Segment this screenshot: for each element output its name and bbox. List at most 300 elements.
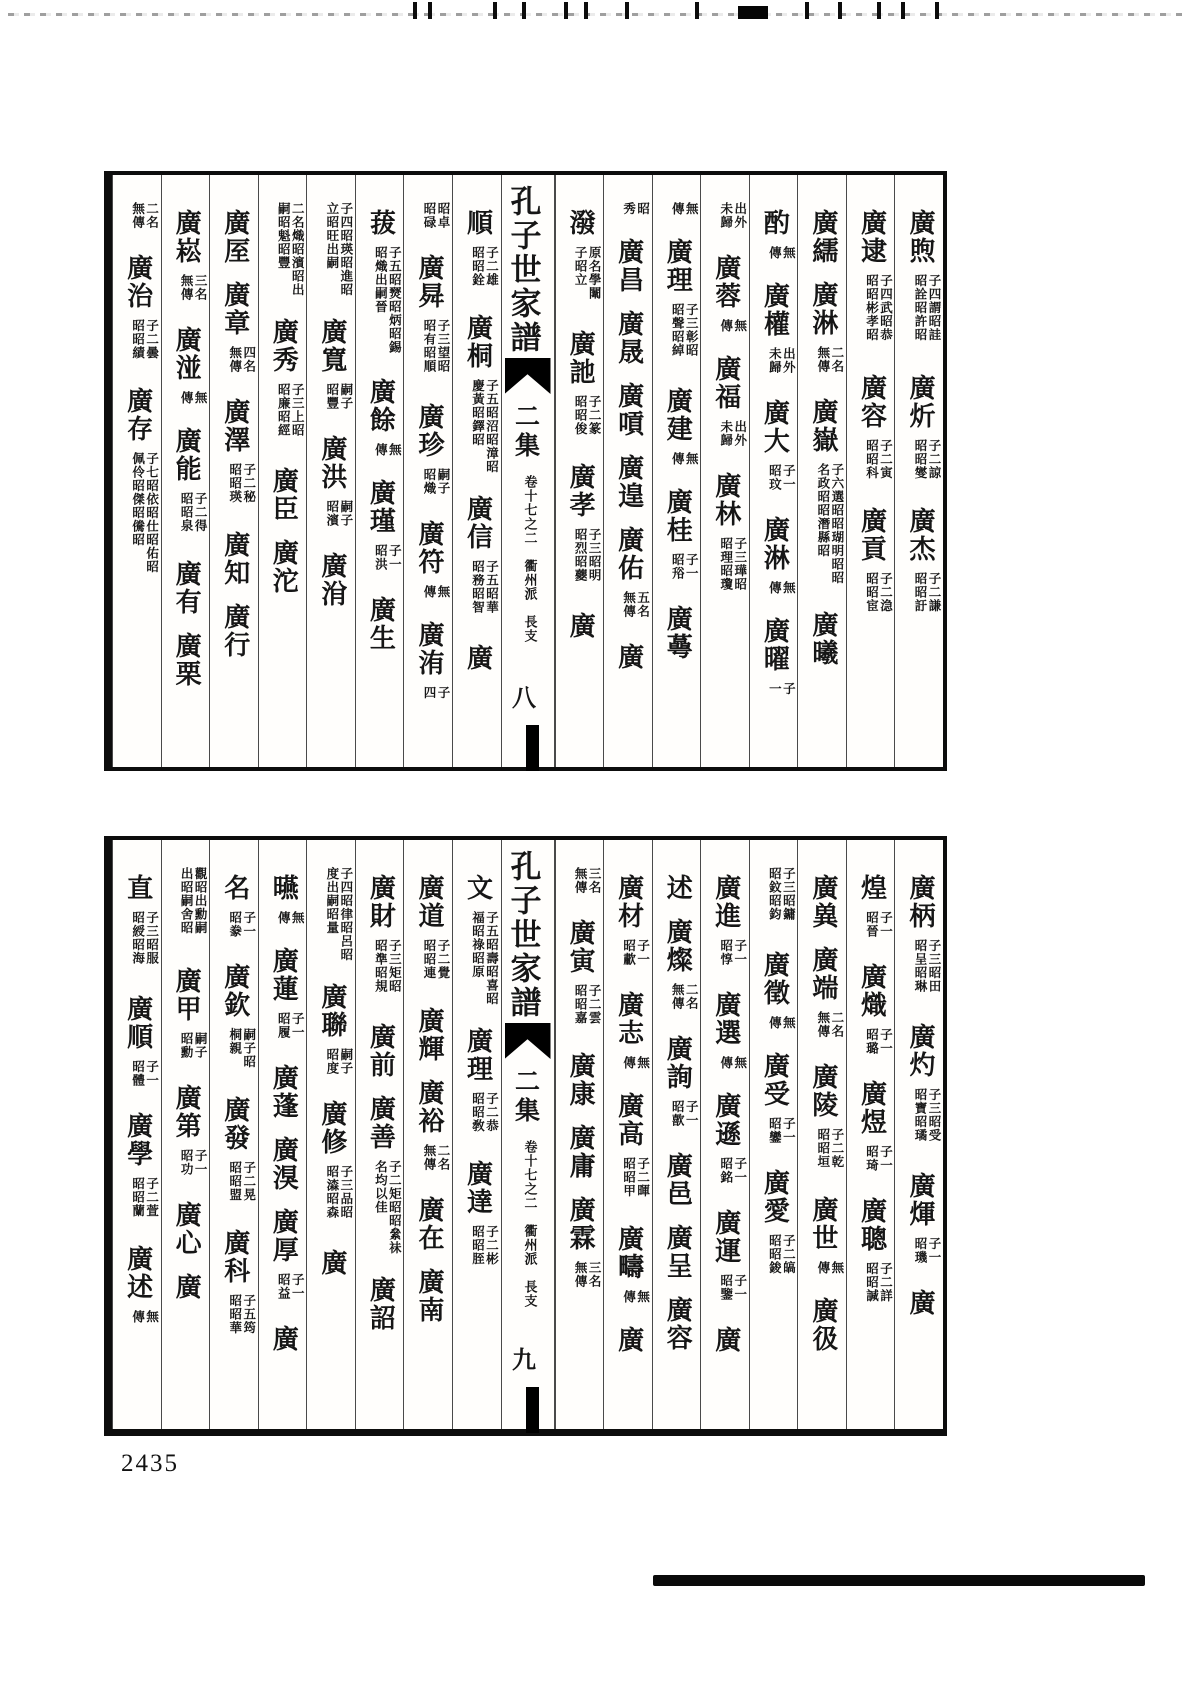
genealogy-column (306, 840, 355, 1429)
annotation: 二名無傳 (670, 983, 699, 1010)
book-title: 孔子世家譜 (505, 185, 541, 355)
annotation: 嗣子昭熾 (421, 468, 450, 495)
person-name: 廣 (317, 1249, 347, 1277)
scan-artifact (428, 2, 432, 19)
annotation: 子五昭壽昭喜昭福昭祿昭原 (470, 911, 499, 1006)
annotation: 三名無傳 (573, 1261, 602, 1288)
person-name: 廣端 (808, 946, 838, 1002)
annotation: 子一昭履 (276, 1012, 305, 1039)
annotation: 出外未歸 (718, 202, 747, 229)
annotation: 子三璍昭昭理昭瓊 (718, 537, 747, 591)
genealogy-column (209, 175, 258, 767)
annotation: 子四 (421, 686, 450, 700)
scan-artifact-line (8, 13, 1182, 16)
person-name: 曣 (269, 874, 299, 902)
person-name: 廣 (269, 1325, 299, 1353)
annotation: 原名學闈子昭立 (573, 246, 602, 300)
annotation: 子二皜昭昭鋑 (767, 1234, 796, 1275)
person-name: 廣洪 (317, 435, 347, 491)
person-name: 廣陵 (808, 1063, 838, 1119)
annotation: 子一昭惇 (718, 939, 747, 966)
person-name: 廣聯 (317, 983, 347, 1039)
person-name: 廣杰 (906, 507, 935, 563)
annotation: 子二雲昭昭嘉 (573, 984, 602, 1025)
annotation: 子二萱昭昭蘭 (130, 1177, 159, 1218)
annotation: 子二晃昭昭盟 (227, 1161, 256, 1202)
annotation: 子一昭鑒 (718, 1274, 747, 1301)
person-name: 廣詢 (663, 1035, 693, 1091)
person-name: 廣述 (123, 1245, 153, 1301)
upper-right-columns (555, 175, 944, 767)
annotation: 子一昭璐 (864, 1028, 893, 1055)
leaf-number: 九 (507, 1347, 534, 1371)
genealogy-column (603, 840, 652, 1429)
annotation: 子三望昭昭有昭順 (421, 319, 450, 373)
genealogy-column (452, 175, 501, 767)
person-name: 廣淋 (760, 516, 790, 572)
collection-label: 二集 (511, 403, 539, 461)
person-name: 廣臣 (269, 467, 299, 523)
person-name: 廣順 (123, 995, 153, 1051)
annotation: 子三上昭昭廉昭經 (276, 383, 305, 437)
fishtail-ribbon-icon (505, 358, 551, 394)
annotation: 昭秀 (621, 202, 650, 216)
genealogy-column (209, 840, 258, 1429)
person-name: 廣 (463, 644, 493, 672)
person-name: 廣訑 (566, 330, 596, 386)
annotation: 嗣子昭豐 (324, 383, 353, 410)
annotation: 子一昭鑾 (767, 1117, 796, 1144)
annotation: 二名無傳 (815, 346, 844, 373)
person-name: 廣建 (663, 387, 693, 443)
genealogy-column (452, 840, 501, 1429)
genealogy-column (894, 840, 943, 1429)
upper-left-columns (112, 175, 501, 767)
annotation: 三名無傳 (179, 274, 208, 301)
genealogy-column (846, 175, 895, 767)
person-name: 廣林 (711, 472, 741, 528)
annotation: 二名無傳 (815, 1011, 844, 1038)
person-name: 廣厚 (269, 1208, 299, 1264)
person-name: 廣嶽 (808, 398, 838, 454)
person-name: 廣曻 (414, 254, 444, 310)
annotation: 無傳 (670, 452, 699, 466)
annotation: 子四昭律昭呂昭度出嗣昭量 (324, 867, 353, 962)
annotation: 子二得昭昭泉 (179, 492, 208, 533)
genealogy-column (894, 175, 943, 767)
genealogy-column (306, 175, 355, 767)
annotation: 子一昭歖 (670, 1100, 699, 1127)
annotation: 嗣子昭勳 (179, 1032, 208, 1059)
scan-artifact-blob (738, 6, 768, 19)
person-name: 廣 (172, 1273, 202, 1301)
scan-artifact (493, 2, 497, 19)
person-name: 廣道 (414, 874, 444, 930)
annotation: 子一昭豢 (227, 911, 256, 938)
person-name: 廣逮 (857, 209, 887, 265)
person-name: 廣裕 (414, 1079, 444, 1135)
person-name: 廣章 (220, 281, 250, 337)
annotation: 子一 (767, 682, 796, 696)
annotation: 子一昭銘 (718, 1157, 747, 1184)
annotation: 子二諒昭昭燮 (913, 439, 941, 480)
person-name: 廣桂 (663, 488, 693, 544)
fishtail-ribbon-icon (505, 1023, 551, 1059)
annotation: 子一昭晉 (864, 911, 893, 938)
person-name: 廣選 (711, 991, 741, 1047)
person-name: 廣運 (711, 1209, 741, 1265)
person-name: 廣志 (614, 991, 644, 1047)
person-name: 廣能 (172, 427, 202, 483)
annotation: 無傳 (421, 585, 450, 599)
person-name: 廣沱 (269, 539, 299, 595)
person-name: 廣疇 (614, 1225, 644, 1281)
annotation: 子一昭璣 (913, 1237, 941, 1264)
annotation: 無傳 (276, 911, 305, 925)
genealogy-column (797, 840, 846, 1429)
annotation: 昭卓昭碌 (421, 202, 450, 229)
annotation: 嗣子昭桐親 (227, 1028, 256, 1069)
person-name: 廣徵 (760, 951, 790, 1007)
genealogy-column (797, 175, 846, 767)
scan-artifact (522, 2, 526, 19)
person-name: 廣秀 (269, 318, 299, 374)
annotation: 無傳 (767, 1016, 796, 1030)
annotation: 子一昭體 (130, 1060, 159, 1087)
person-name: 廣邑 (663, 1152, 693, 1208)
person-name: 廣生 (366, 596, 396, 652)
scan-artifact (838, 2, 842, 19)
person-name: 廣甲 (172, 967, 202, 1023)
annotation: 嗣子昭度 (324, 1048, 353, 1075)
annotation: 子三昭鏞昭鈫昭鈞 (767, 867, 796, 921)
person-name: 廣輝 (414, 1007, 444, 1063)
scan-artifact (695, 2, 699, 19)
person-name: 廣庸 (566, 1124, 596, 1180)
genealogy-frame-lower (104, 836, 947, 1436)
person-name: 廣科 (220, 1229, 250, 1285)
genealogy-column (355, 840, 404, 1429)
genealogy-column (161, 175, 210, 767)
annotation: 子四昭瑛昭進昭立昭旺出嗣 (324, 202, 353, 297)
person-name: 廣 (906, 1289, 935, 1317)
genealogy-column (603, 175, 652, 767)
annotation: 五名無傳 (621, 591, 650, 618)
annotation: 無傳 (718, 319, 747, 333)
person-name: 廣孝 (566, 463, 596, 519)
genealogy-column (846, 840, 895, 1429)
person-name: 菝 (366, 209, 396, 237)
scan-artifact (877, 2, 881, 19)
annotation: 子二篆昭昭俊 (573, 395, 602, 436)
person-name: 廣愛 (760, 1169, 790, 1225)
person-name: 廣理 (463, 1027, 493, 1083)
person-name: 廣前 (366, 1023, 396, 1079)
annotation: 子一昭谸 (670, 553, 699, 580)
annotation: 子二秘昭昭瑛 (227, 463, 256, 504)
person-name: 廣洧 (414, 621, 444, 677)
annotation: 二名無傳 (130, 202, 159, 229)
annotation: 嗣子昭濱 (324, 500, 353, 527)
person-name: 廣容 (857, 374, 887, 430)
person-name: 廣高 (614, 1092, 644, 1148)
person-name: 廣燦 (663, 918, 693, 974)
person-name: 廣佑 (614, 526, 644, 582)
annotation: 子一昭琦 (864, 1145, 893, 1172)
annotation: 子三昭受昭寶昭璚 (913, 1088, 941, 1142)
annotation: 無傳 (815, 1261, 844, 1275)
person-name: 廣 (614, 643, 644, 671)
title-column-lower (501, 840, 555, 1429)
person-name: 廣治 (123, 254, 153, 310)
person-name: 廣心 (172, 1201, 202, 1257)
leaf-number: 八 (507, 685, 534, 709)
scan-artifact (584, 2, 588, 19)
person-name: 廣康 (566, 1052, 596, 1108)
annotation: 觀昭出勳嗣出昭嗣舍昭 (179, 867, 208, 935)
genealogy-column (555, 840, 604, 1429)
person-name: 廣受 (760, 1052, 790, 1108)
person-name: 廣材 (614, 874, 644, 930)
person-name: 廣煜 (857, 1080, 887, 1136)
annotation: 子五昭燹昭炳昭錫昭熾出嗣晉 (373, 246, 402, 354)
annotation: 無傳 (621, 1290, 650, 1304)
genealogy-column (700, 840, 749, 1429)
person-name: 廣蓬 (269, 1064, 299, 1120)
annotation: 子二恭昭昭敎 (470, 1092, 499, 1133)
scan-artifact (413, 2, 417, 19)
person-name: 廣淋 (808, 281, 838, 337)
person-name: 廣曜 (760, 617, 790, 673)
annotation: 無傳 (767, 246, 796, 260)
genealogy-column (749, 840, 798, 1429)
person-name: 廣大 (760, 399, 790, 455)
person-name: 廣善 (366, 1095, 396, 1151)
person-name: 廣呈 (663, 1224, 693, 1280)
person-name: 廣南 (414, 1268, 444, 1324)
person-name: 廣行 (220, 603, 250, 659)
person-name: 廣湴 (172, 326, 202, 382)
annotation: 子四武昭恭昭昭彬孝昭 (864, 274, 893, 342)
genealogy-column (652, 175, 701, 767)
annotation: 子二矩昭昭絫祙名均以佳 (373, 1160, 402, 1255)
genealogy-column (403, 840, 452, 1429)
annotation: 子三昭田昭呈昭琳 (913, 939, 941, 993)
person-name: 廣栗 (172, 632, 202, 688)
person-name: 煌 (857, 874, 887, 902)
person-name: 廣彶 (808, 1297, 838, 1353)
spine-bar-icon (526, 1387, 539, 1433)
person-name: 廣晟 (614, 310, 644, 366)
person-name: 廣霖 (566, 1196, 596, 1252)
annotation: 子一昭洪 (373, 544, 402, 571)
annotation: 二名無傳 (421, 1144, 450, 1171)
annotation: 子三矩昭昭準昭規 (373, 939, 402, 993)
annotation: 子五筠昭昭華 (227, 1294, 256, 1335)
person-name: 廣寬 (317, 318, 347, 374)
person-name: 廣嗊 (614, 382, 644, 438)
annotation: 子一昭功 (179, 1149, 208, 1176)
person-name: 廣修 (317, 1100, 347, 1156)
person-name: 廣煦 (906, 209, 935, 265)
person-name: 廣餘 (366, 378, 396, 434)
person-name: 潑 (566, 209, 596, 237)
person-name: 廣昌 (614, 238, 644, 294)
person-name: 廣遜 (711, 1092, 741, 1148)
person-name: 廣存 (123, 387, 153, 443)
annotation: 子二謙昭昭訏 (913, 572, 941, 613)
person-name: 廣財 (366, 874, 396, 930)
person-name: 廣貢 (857, 507, 887, 563)
person-name: 述 (663, 874, 693, 902)
annotation: 子一昭玟 (767, 464, 796, 491)
genealogy-column (258, 175, 307, 767)
genealogy-column (652, 840, 701, 1429)
person-name: 廣炘 (906, 374, 935, 430)
person-name: 廣欽 (220, 963, 250, 1019)
person-name: 廣進 (711, 874, 741, 930)
annotation: 子二詳昭昭諴 (864, 1262, 893, 1303)
person-name: 直 (123, 874, 153, 902)
book-title: 孔子世家譜 (505, 850, 541, 1020)
person-name: 廣曦 (808, 611, 838, 667)
person-name: 廣 (566, 612, 596, 640)
person-name: 廣符 (414, 520, 444, 576)
annotation: 子五昭沼昭漳昭慶黃昭鐸昭 (470, 379, 499, 474)
annotation: 子二暉昭昭甲 (621, 1157, 650, 1198)
annotation: 子二覺昭昭連 (421, 939, 450, 980)
scan-artifact-bar (653, 1575, 1145, 1586)
person-name: 廣知 (220, 531, 250, 587)
annotation: 子二彬昭昭胵 (470, 1225, 499, 1266)
annotation: 子二乾昭昭垣 (815, 1128, 844, 1169)
person-name: 廣蓮 (269, 947, 299, 1003)
annotation: 無傳 (179, 391, 208, 405)
person-name: 廣容 (663, 1296, 693, 1352)
annotation: 子三昭服昭綬昭海 (130, 911, 159, 965)
annotation: 出外未歸 (718, 420, 747, 447)
annotation: 子一昭益 (276, 1273, 305, 1300)
genealogy-column (555, 175, 604, 767)
person-name: 廣柄 (906, 874, 935, 930)
annotation: 二名熾昭濱昭出嗣昭魁昭豐 (276, 202, 305, 297)
genealogy-column (700, 175, 749, 767)
person-name: 廣煇 (906, 1172, 935, 1228)
annotation: 子三彰昭昭聲昭綽 (670, 303, 699, 357)
genealogy-column (112, 175, 161, 767)
annotation: 子二曇昭昭績 (130, 319, 159, 360)
genealogy-column (161, 840, 210, 1429)
annotation: 無傳 (621, 1056, 650, 1070)
annotation: 無傳 (130, 1310, 159, 1324)
person-name: 廣繻 (808, 209, 838, 265)
annotation: 子二寅昭昭科 (864, 439, 893, 480)
genealogy-column (258, 840, 307, 1429)
person-name: 廣瑾 (366, 479, 396, 535)
person-name: 廣第 (172, 1084, 202, 1140)
person-name: 廣蓉 (711, 254, 741, 310)
person-name: 廣學 (123, 1112, 153, 1168)
annotation: 子七昭依昭仕昭佑昭佩伶昭傑昭儯昭 (130, 452, 159, 574)
person-name: 廣崧 (172, 209, 202, 265)
person-name: 廣遑 (614, 454, 644, 510)
person-name: 廣詔 (366, 1276, 396, 1332)
genealogy-column (112, 840, 161, 1429)
volume-branch-label: 卷十七之二 衢州派 長支 (522, 475, 538, 643)
annotation: 出外未歸 (767, 347, 796, 374)
person-name: 廣珍 (414, 403, 444, 459)
person-name: 廣洕 (317, 552, 347, 608)
person-name: 廣蕚 (663, 605, 693, 661)
annotation: 子五昭華昭務昭智 (470, 560, 499, 614)
title-column-upper (501, 175, 555, 767)
person-name: 廣 (614, 1326, 644, 1354)
person-name: 廣福 (711, 355, 741, 411)
genealogy-column (749, 175, 798, 767)
person-name: 廣發 (220, 1096, 250, 1152)
annotation: 子二㴔昭昭宦 (864, 572, 893, 613)
genealogy-frame-upper (104, 171, 947, 771)
person-name: 廣有 (172, 560, 202, 616)
volume-branch-label: 卷十七之二 衢州派 長支 (522, 1140, 538, 1308)
person-name: 廣世 (808, 1196, 838, 1252)
lower-right-columns (555, 840, 944, 1429)
annotation: 子四謂昭詿昭詮昭許昭 (913, 274, 941, 342)
person-name: 廣 (711, 1326, 741, 1354)
person-name: 廣熾 (857, 963, 887, 1019)
annotation: 三名無傳 (573, 867, 602, 894)
person-name: 廣信 (463, 495, 493, 551)
annotation: 子六選昭昭瑚明昭昭名政昭昭潛縣昭 (815, 463, 844, 585)
person-name: 廣達 (463, 1160, 493, 1216)
person-name: 廣澤 (220, 398, 250, 454)
person-name: 廣兾 (808, 874, 838, 930)
person-name: 廣湨 (269, 1136, 299, 1192)
spine-bar-icon (526, 725, 539, 771)
annotation: 四名無傳 (227, 346, 256, 373)
person-name: 文 (463, 874, 493, 902)
person-name: 廣灼 (906, 1023, 935, 1079)
person-name: 酌 (760, 209, 790, 237)
annotation: 無傳 (718, 1056, 747, 1070)
page-number: 2435 (121, 1450, 179, 1477)
genealogy-column (403, 175, 452, 767)
person-name: 廣寅 (566, 919, 596, 975)
person-name: 廣桐 (463, 314, 493, 370)
annotation: 子三品昭昭潹昭森 (324, 1165, 353, 1219)
person-name: 名 (220, 874, 250, 902)
collection-label: 二集 (511, 1068, 539, 1126)
scan-artifact (901, 2, 905, 19)
person-name: 廣厔 (220, 209, 250, 265)
lower-left-columns (112, 840, 501, 1429)
annotation: 子三昭明昭烈昭蘷 (573, 528, 602, 582)
annotation: 無傳 (670, 202, 699, 216)
annotation: 子一昭歗 (621, 939, 650, 966)
person-name: 順 (463, 209, 493, 237)
annotation: 無傳 (373, 443, 402, 457)
annotation: 無傳 (767, 581, 796, 595)
scan-artifact (935, 2, 939, 19)
scan-artifact (564, 2, 568, 19)
person-name: 廣在 (414, 1196, 444, 1252)
genealogy-column (355, 175, 404, 767)
person-name: 廣理 (663, 238, 693, 294)
scan-artifact (805, 2, 809, 19)
annotation: 子二雄昭昭銓 (470, 246, 499, 287)
person-name: 廣權 (760, 282, 790, 338)
person-name: 廣聰 (857, 1197, 887, 1253)
